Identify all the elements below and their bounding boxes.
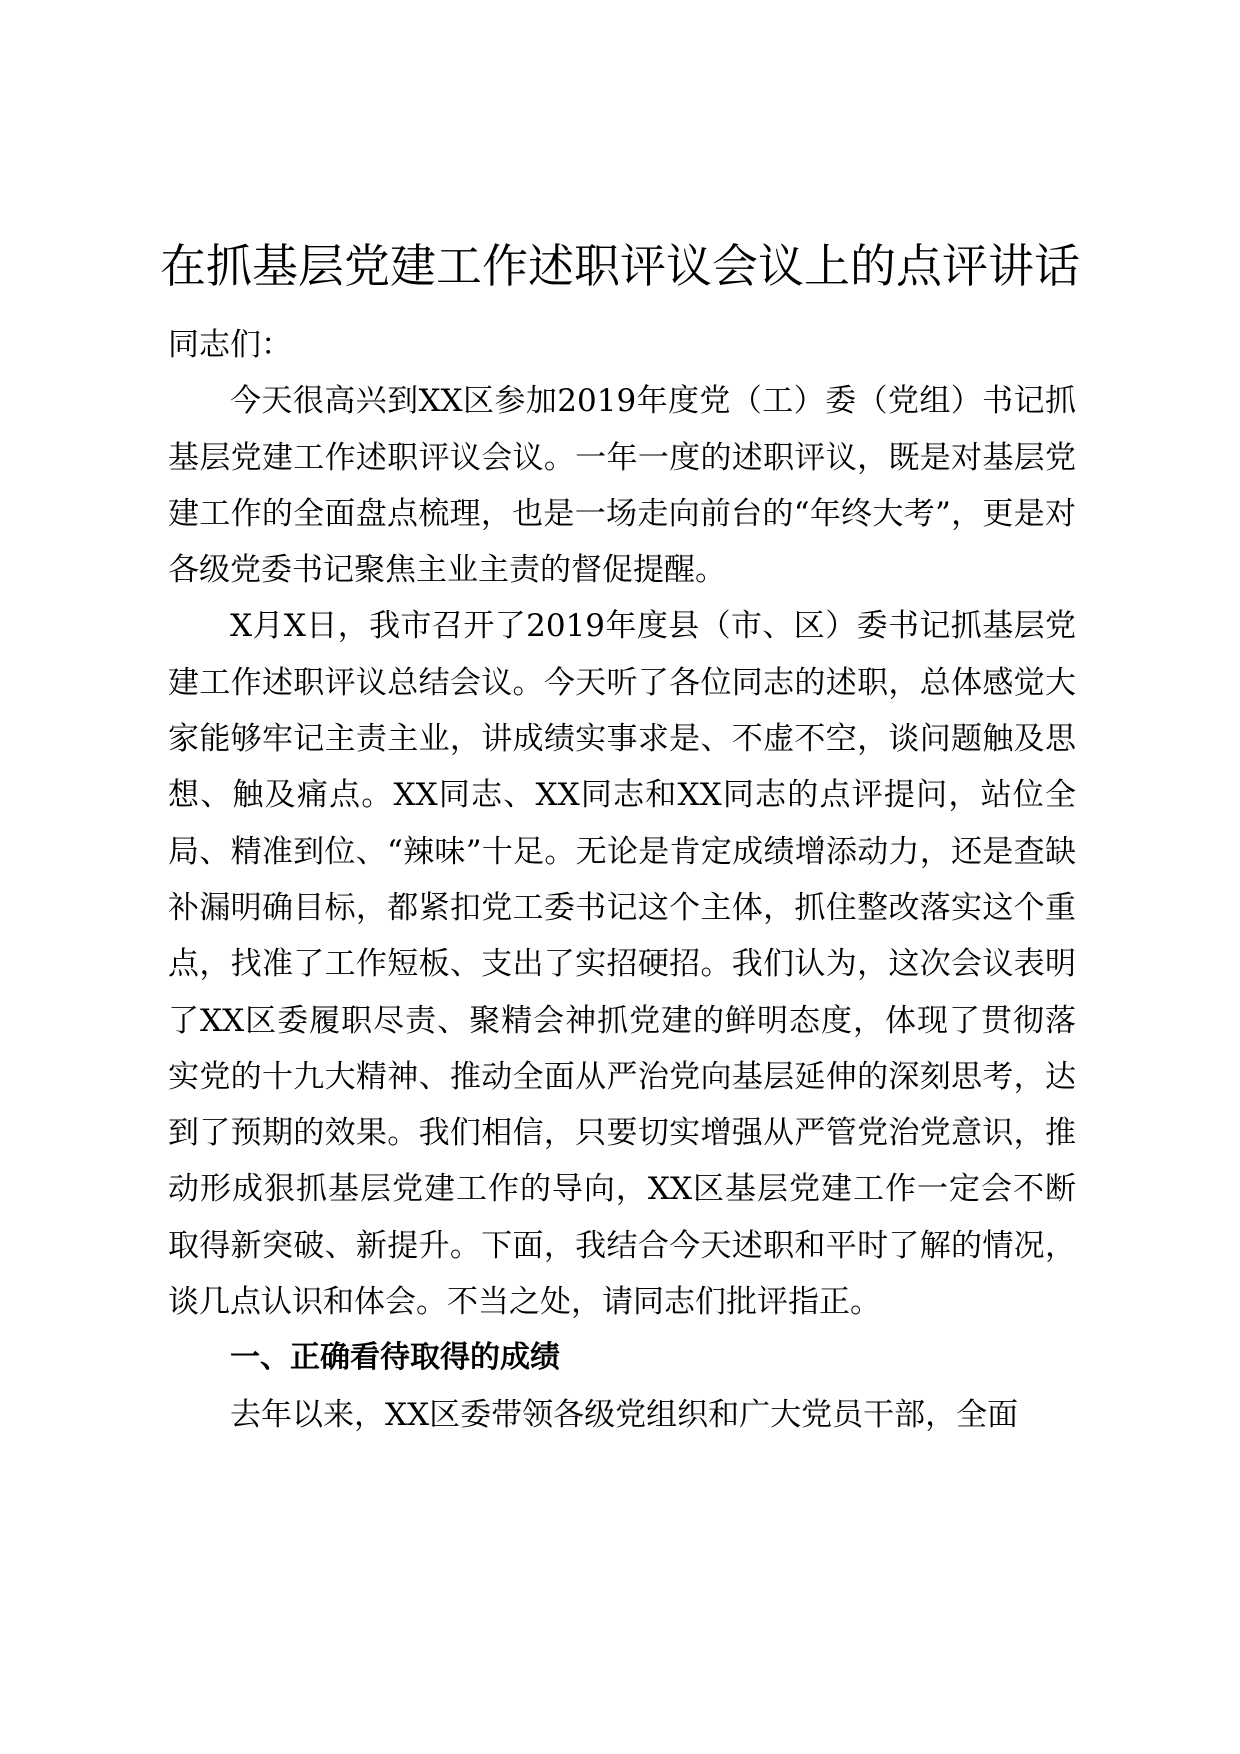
salutation: 同志们： — [168, 327, 292, 363]
document-title: 在抓基层党建工作述职评议会议上的点评讲话 — [160, 239, 1080, 293]
paragraph-2: X月X日，我市召开了2019年度县（市、区）委书记抓基层党建工作述职评议总结会议。今天听了各位同志的述职，总体感觉大家能够牢记主责主业，讲成绩实事求是、不虚不空，谈问题触及思想、触及痛点。XX同志、XX同志和XX同志的点评提问，站位全局、精准到位、“辣味”十足。无论是肯定成绩增添动力，还是查缺补漏明确目标，都紧扣党工委书记这个主体，抓住整改落实这个重点，找准了工作短板、支出了实招硬招。我们认为，这次会议表明了XX区委履职尽责、聚精会神抓党建的鲜明态度，体现了贯彻落实党的十九大精神、推动全面从严治党向基层延伸的深刻思考，达到了预期的效果。我们相信，只要切实增强从严管党治党意识，推动形成狠抓基层党建工作的导向，XX区基层党建工作一定会不断取得新突破、新提升。下面，我结合今天述职和平时了解的情况，谈几点认识和体会。不当之处，请同志们批评指正。 — [168, 608, 1076, 1321]
section-heading: 一、正确看待取得的成绩 — [230, 1340, 560, 1376]
document-body — [168, 317, 1076, 1443]
paragraph-1: 今天很高兴到XX区参加2019年度党（工）委（党组）书记抓基层党建工作述职评议会议。一年一度的述职评议，既是对基层党建工作的全面盘点梳理，也是一场走向前台的“年终大考”，更是对各级党委书记聚焦主业主责的督促提醒。 — [168, 383, 1076, 589]
paragraph-3: 去年以来，XX区委带领各级党组织和广大党员干部，全面 — [230, 1396, 1019, 1433]
